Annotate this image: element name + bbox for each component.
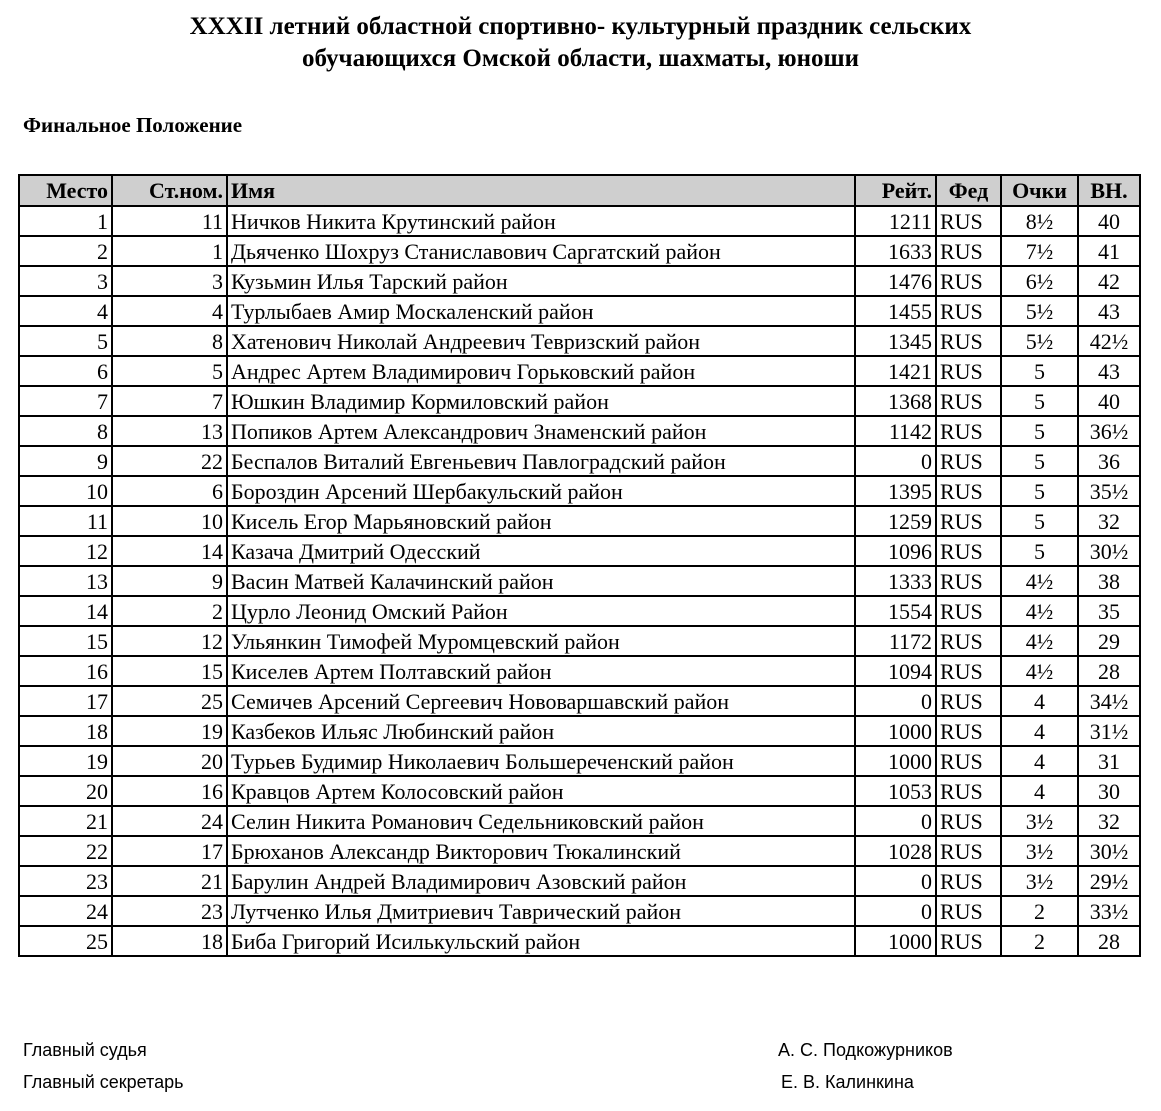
cell-rating: 1028 — [855, 836, 936, 866]
table-row — [19, 716, 1140, 746]
cell-tiebreak: 28 — [1078, 656, 1140, 686]
table-row — [19, 356, 1140, 386]
cell-federation: RUS — [936, 386, 1001, 416]
cell-rating: 1259 — [855, 506, 936, 536]
table-row — [19, 206, 1140, 236]
cell-name: Биба Григорий Исилькульский район — [227, 926, 855, 956]
cell-place: 22 — [19, 836, 112, 866]
cell-rating: 1172 — [855, 626, 936, 656]
cell-name: Беспалов Виталий Евгеньевич Павлоградский район — [227, 446, 855, 476]
cell-federation: RUS — [936, 836, 1001, 866]
cell-federation: RUS — [936, 476, 1001, 506]
cell-tiebreak: 35½ — [1078, 476, 1140, 506]
cell-tiebreak: 36½ — [1078, 416, 1140, 446]
cell-name: Брюханов Александр Викторович Тюкалинский — [227, 836, 855, 866]
cell-start-number: 10 — [112, 506, 227, 536]
cell-start-number: 19 — [112, 716, 227, 746]
cell-start-number: 3 — [112, 266, 227, 296]
cell-federation: RUS — [936, 806, 1001, 836]
cell-start-number: 14 — [112, 536, 227, 566]
table-row — [19, 806, 1140, 836]
cell-rating: 1142 — [855, 416, 936, 446]
cell-place: 16 — [19, 656, 112, 686]
cell-place: 17 — [19, 686, 112, 716]
cell-name: Кисель Егор Марьяновский район — [227, 506, 855, 536]
cell-start-number: 13 — [112, 416, 227, 446]
standings-body — [19, 206, 1140, 956]
cell-tiebreak: 41 — [1078, 236, 1140, 266]
cell-rating: 0 — [855, 446, 936, 476]
table-row — [19, 776, 1140, 806]
header-place: Место — [19, 175, 112, 206]
cell-place: 24 — [19, 896, 112, 926]
cell-name: Турьев Будимир Николаевич Большереченский район — [227, 746, 855, 776]
table-row — [19, 476, 1140, 506]
cell-start-number: 20 — [112, 746, 227, 776]
table-row — [19, 896, 1140, 926]
cell-tiebreak: 42½ — [1078, 326, 1140, 356]
cell-rating: 1368 — [855, 386, 936, 416]
table-row — [19, 416, 1140, 446]
cell-name: Кузьмин Илья Тарский район — [227, 266, 855, 296]
header-tiebreak: ВН. — [1078, 175, 1140, 206]
cell-name: Селин Никита Романович Седельниковский район — [227, 806, 855, 836]
cell-start-number: 18 — [112, 926, 227, 956]
cell-federation: RUS — [936, 626, 1001, 656]
cell-start-number: 11 — [112, 206, 227, 236]
chief-judge-label: Главный судья — [23, 1040, 147, 1060]
cell-place: 11 — [19, 506, 112, 536]
cell-rating: 1476 — [855, 266, 936, 296]
cell-points: 5 — [1001, 356, 1078, 386]
cell-place: 5 — [19, 326, 112, 356]
table-header-row — [19, 175, 1140, 206]
cell-name: Васин Матвей Калачинский район — [227, 566, 855, 596]
table-row — [19, 866, 1140, 896]
header-name: Имя — [227, 175, 855, 206]
chief-secretary-name: Е. В. Калинкина — [781, 1072, 914, 1092]
cell-name: Ничков Никита Крутинский район — [227, 206, 855, 236]
cell-rating: 1633 — [855, 236, 936, 266]
cell-start-number: 17 — [112, 836, 227, 866]
document-title-line-2: обучающихся Омской области, шахматы, юноши — [301, 45, 860, 72]
cell-place: 19 — [19, 746, 112, 776]
cell-federation: RUS — [936, 356, 1001, 386]
table-row — [19, 656, 1140, 686]
cell-points: 3½ — [1001, 836, 1078, 866]
cell-tiebreak: 42 — [1078, 266, 1140, 296]
cell-start-number: 16 — [112, 776, 227, 806]
cell-start-number: 5 — [112, 356, 227, 386]
cell-points: 5 — [1001, 476, 1078, 506]
cell-place: 3 — [19, 266, 112, 296]
cell-tiebreak: 30½ — [1078, 536, 1140, 566]
cell-points: 4 — [1001, 686, 1078, 716]
cell-name: Казбеков Ильяс Любинский район — [227, 716, 855, 746]
section-subtitle: Финальное Положение — [23, 113, 243, 137]
cell-name: Семичев Арсений Сергеевич Нововаршавский район — [227, 686, 855, 716]
cell-federation: RUS — [936, 866, 1001, 896]
cell-federation: RUS — [936, 896, 1001, 926]
table-row — [19, 506, 1140, 536]
cell-name: Попиков Артем Александрович Знаменский район — [227, 416, 855, 446]
header-rating: Рейт. — [855, 175, 936, 206]
cell-rating: 0 — [855, 896, 936, 926]
cell-tiebreak: 43 — [1078, 296, 1140, 326]
table-row — [19, 566, 1140, 596]
table-row — [19, 536, 1140, 566]
cell-federation: RUS — [936, 746, 1001, 776]
cell-federation: RUS — [936, 296, 1001, 326]
cell-points: 5 — [1001, 536, 1078, 566]
cell-tiebreak: 36 — [1078, 446, 1140, 476]
cell-place: 18 — [19, 716, 112, 746]
cell-points: 4 — [1001, 746, 1078, 776]
cell-start-number: 24 — [112, 806, 227, 836]
cell-points: 4½ — [1001, 596, 1078, 626]
cell-tiebreak: 43 — [1078, 356, 1140, 386]
cell-name: Андрес Артем Владимирович Горьковский район — [227, 356, 855, 386]
cell-place: 12 — [19, 536, 112, 566]
cell-name: Турлыбаев Амир Москаленский район — [227, 296, 855, 326]
cell-points: 3½ — [1001, 806, 1078, 836]
cell-rating: 1345 — [855, 326, 936, 356]
cell-tiebreak: 38 — [1078, 566, 1140, 596]
cell-start-number: 22 — [112, 446, 227, 476]
cell-points: 5 — [1001, 506, 1078, 536]
table-row — [19, 266, 1140, 296]
cell-rating: 1455 — [855, 296, 936, 326]
table-row — [19, 626, 1140, 656]
cell-start-number: 2 — [112, 596, 227, 626]
table-row — [19, 686, 1140, 716]
cell-place: 6 — [19, 356, 112, 386]
cell-points: 7½ — [1001, 236, 1078, 266]
cell-tiebreak: 35 — [1078, 596, 1140, 626]
cell-name: Юшкин Владимир Кормиловский район — [227, 386, 855, 416]
cell-place: 4 — [19, 296, 112, 326]
cell-rating: 1333 — [855, 566, 936, 596]
cell-federation: RUS — [936, 926, 1001, 956]
cell-rating: 1421 — [855, 356, 936, 386]
cell-points: 2 — [1001, 896, 1078, 926]
cell-place: 10 — [19, 476, 112, 506]
cell-place: 20 — [19, 776, 112, 806]
cell-place: 15 — [19, 626, 112, 656]
cell-points: 6½ — [1001, 266, 1078, 296]
cell-start-number: 12 — [112, 626, 227, 656]
cell-start-number: 8 — [112, 326, 227, 356]
cell-place: 14 — [19, 596, 112, 626]
cell-tiebreak: 28 — [1078, 926, 1140, 956]
cell-points: 5 — [1001, 416, 1078, 446]
cell-start-number: 9 — [112, 566, 227, 596]
cell-start-number: 6 — [112, 476, 227, 506]
cell-rating: 1096 — [855, 536, 936, 566]
cell-rating: 1554 — [855, 596, 936, 626]
cell-points: 4½ — [1001, 626, 1078, 656]
cell-tiebreak: 32 — [1078, 806, 1140, 836]
cell-points: 5 — [1001, 386, 1078, 416]
cell-place: 2 — [19, 236, 112, 266]
header-federation: Фед — [936, 175, 1001, 206]
cell-rating: 1000 — [855, 746, 936, 776]
cell-rating: 0 — [855, 866, 936, 896]
cell-place: 7 — [19, 386, 112, 416]
cell-rating: 0 — [855, 686, 936, 716]
cell-name: Лутченко Илья Дмитриевич Таврический район — [227, 896, 855, 926]
cell-name: Кравцов Артем Колосовский район — [227, 776, 855, 806]
cell-name: Хатенович Николай Андреевич Тевризский район — [227, 326, 855, 356]
cell-start-number: 23 — [112, 896, 227, 926]
chief-judge-name: А. С. Подкожурников — [778, 1040, 953, 1060]
cell-place: 9 — [19, 446, 112, 476]
table-row — [19, 746, 1140, 776]
cell-rating: 1211 — [855, 206, 936, 236]
cell-tiebreak: 31½ — [1078, 716, 1140, 746]
cell-federation: RUS — [936, 206, 1001, 236]
cell-tiebreak: 29½ — [1078, 866, 1140, 896]
cell-place: 13 — [19, 566, 112, 596]
cell-start-number: 1 — [112, 236, 227, 266]
chief-secretary-label: Главный секретарь — [23, 1072, 184, 1092]
cell-name: Казача Дмитрий Одесский — [227, 536, 855, 566]
standings-table — [18, 174, 1141, 957]
cell-name: Дьяченко Шохруз Станиславович Саргатский район — [227, 236, 855, 266]
cell-start-number: 4 — [112, 296, 227, 326]
cell-federation: RUS — [936, 686, 1001, 716]
cell-points: 3½ — [1001, 866, 1078, 896]
cell-points: 5½ — [1001, 296, 1078, 326]
cell-name: Киселев Артем Полтавский район — [227, 656, 855, 686]
cell-points: 5½ — [1001, 326, 1078, 356]
cell-name: Барулин Андрей Владимирович Азовский район — [227, 866, 855, 896]
table-row — [19, 596, 1140, 626]
cell-tiebreak: 30½ — [1078, 836, 1140, 866]
cell-federation: RUS — [936, 326, 1001, 356]
cell-federation: RUS — [936, 506, 1001, 536]
cell-rating: 1053 — [855, 776, 936, 806]
cell-federation: RUS — [936, 596, 1001, 626]
cell-tiebreak: 40 — [1078, 206, 1140, 236]
cell-place: 23 — [19, 866, 112, 896]
document-title-line-1: XXXII летний областной спортивно- культурный праздник сельских — [189, 13, 972, 40]
cell-name: Бороздин Арсений Шербакульский район — [227, 476, 855, 506]
cell-place: 25 — [19, 926, 112, 956]
cell-federation: RUS — [936, 776, 1001, 806]
cell-federation: RUS — [936, 716, 1001, 746]
table-row — [19, 836, 1140, 866]
table-row — [19, 236, 1140, 266]
cell-federation: RUS — [936, 416, 1001, 446]
cell-start-number: 7 — [112, 386, 227, 416]
cell-points: 4½ — [1001, 566, 1078, 596]
cell-points: 4½ — [1001, 656, 1078, 686]
cell-tiebreak: 40 — [1078, 386, 1140, 416]
header-start-number: Ст.ном. — [112, 175, 227, 206]
cell-name: Цурло Леонид Омский Район — [227, 596, 855, 626]
cell-tiebreak: 33½ — [1078, 896, 1140, 926]
header-points: Очки — [1001, 175, 1078, 206]
cell-federation: RUS — [936, 536, 1001, 566]
cell-tiebreak: 32 — [1078, 506, 1140, 536]
table-row — [19, 326, 1140, 356]
document-title — [0, 11, 1161, 75]
cell-federation: RUS — [936, 266, 1001, 296]
cell-federation: RUS — [936, 446, 1001, 476]
cell-federation: RUS — [936, 656, 1001, 686]
table-row — [19, 446, 1140, 476]
table-row — [19, 926, 1140, 956]
cell-start-number: 25 — [112, 686, 227, 716]
cell-start-number: 21 — [112, 866, 227, 896]
cell-points: 5 — [1001, 446, 1078, 476]
cell-rating: 1094 — [855, 656, 936, 686]
cell-points: 2 — [1001, 926, 1078, 956]
cell-tiebreak: 31 — [1078, 746, 1140, 776]
cell-place: 21 — [19, 806, 112, 836]
cell-federation: RUS — [936, 566, 1001, 596]
cell-rating: 1000 — [855, 926, 936, 956]
cell-points: 4 — [1001, 776, 1078, 806]
cell-rating: 1000 — [855, 716, 936, 746]
cell-start-number: 15 — [112, 656, 227, 686]
cell-points: 8½ — [1001, 206, 1078, 236]
cell-place: 1 — [19, 206, 112, 236]
table-row — [19, 296, 1140, 326]
cell-tiebreak: 34½ — [1078, 686, 1140, 716]
cell-tiebreak: 30 — [1078, 776, 1140, 806]
cell-federation: RUS — [936, 236, 1001, 266]
table-row — [19, 386, 1140, 416]
cell-rating: 1395 — [855, 476, 936, 506]
cell-rating: 0 — [855, 806, 936, 836]
cell-name: Ульянкин Тимофей Муромцевский район — [227, 626, 855, 656]
cell-place: 8 — [19, 416, 112, 446]
cell-tiebreak: 29 — [1078, 626, 1140, 656]
cell-points: 4 — [1001, 716, 1078, 746]
